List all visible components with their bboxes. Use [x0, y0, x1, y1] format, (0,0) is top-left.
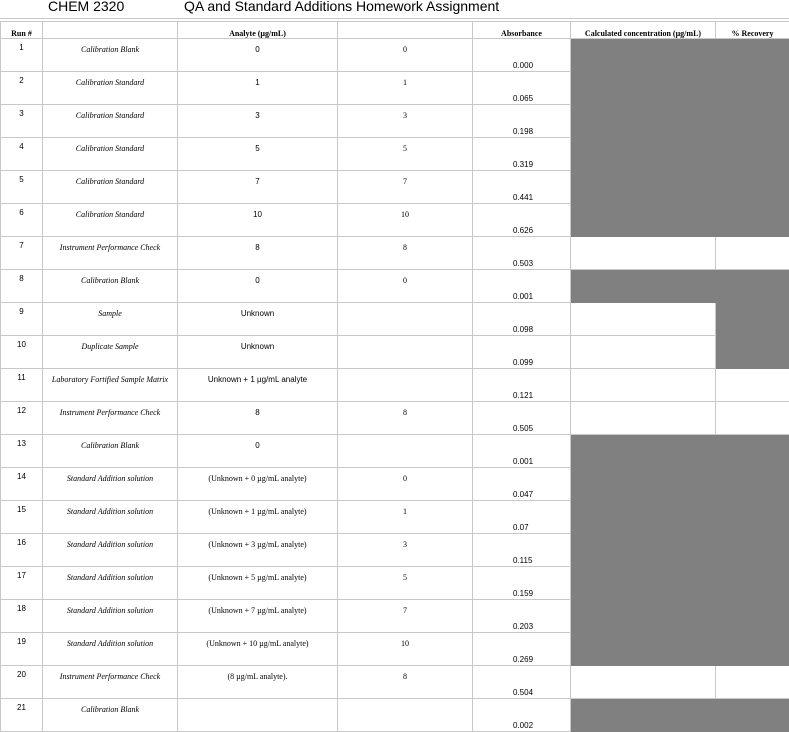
cell-calculated-concentration[interactable]	[571, 336, 716, 369]
cell-analyte[interactable]: (Unknown + 10 µg/mL analyte)	[178, 633, 338, 666]
cell-calculated-concentration[interactable]	[571, 435, 716, 468]
cell-sample-type[interactable]: Calibration Standard	[43, 105, 178, 138]
cell-analyte[interactable]: 8	[178, 402, 338, 435]
cell-analyte[interactable]: (Unknown + 1 µg/mL analyte)	[178, 501, 338, 534]
header-run[interactable]: Run #	[1, 22, 43, 39]
cell-concentration[interactable]: 0	[338, 468, 473, 501]
cell-calculated-concentration[interactable]	[571, 501, 716, 534]
cell-sample-type[interactable]: Laboratory Fortified Sample Matrix	[43, 369, 178, 402]
cell-calculated-concentration[interactable]	[571, 600, 716, 633]
header-recovery[interactable]: % Recovery	[716, 22, 789, 39]
cell-analyte[interactable]: (8 µg/mL analyte).	[178, 666, 338, 699]
cell-analyte[interactable]: (Unknown + 3 µg/mL analyte)	[178, 534, 338, 567]
cell-analyte[interactable]: 1	[178, 72, 338, 105]
cell-calculated-concentration[interactable]	[571, 72, 716, 105]
table-row	[1, 171, 789, 204]
course-title: CHEM 2320	[48, 0, 124, 14]
table-row	[1, 336, 789, 369]
cell-calculated-concentration[interactable]	[571, 468, 716, 501]
cell-run[interactable]: 4	[1, 138, 43, 171]
cell-run[interactable]: 20	[1, 666, 43, 699]
cell-concentration[interactable]: 0	[338, 39, 473, 72]
cell-concentration[interactable]: 7	[338, 600, 473, 633]
cell-calculated-concentration[interactable]	[571, 204, 716, 237]
table-row	[1, 303, 789, 336]
cell-analyte[interactable]: 7	[178, 171, 338, 204]
cell-run[interactable]: 5	[1, 171, 43, 204]
spreadsheet-grid	[0, 21, 789, 732]
cell-absorbance[interactable]: 0.065	[473, 72, 571, 105]
cell-run[interactable]: 1	[1, 39, 43, 72]
header-calculated-concentration[interactable]: Calculated concentration (µg/mL)	[571, 22, 716, 39]
cell-run[interactable]: 21	[1, 699, 43, 732]
cell-run[interactable]: 2	[1, 72, 43, 105]
cell-concentration[interactable]: 3	[338, 534, 473, 567]
cell-concentration[interactable]: 5	[338, 567, 473, 600]
cell-analyte[interactable]: 0	[178, 39, 338, 72]
cell-sample-type[interactable]: Calibration Blank	[43, 270, 178, 303]
cell-absorbance[interactable]: 0.505	[473, 402, 571, 435]
cell-sample-type[interactable]: Calibration Blank	[43, 699, 178, 732]
cell-run[interactable]: 17	[1, 567, 43, 600]
cell-sample-type[interactable]: Standard Addition solution	[43, 633, 178, 666]
cell-sample-type[interactable]: Calibration Blank	[43, 39, 178, 72]
cell-analyte[interactable]	[178, 699, 338, 732]
cell-run[interactable]: 10	[1, 336, 43, 369]
cell-concentration[interactable]: 8	[338, 402, 473, 435]
cell-concentration[interactable]: 1	[338, 501, 473, 534]
cell-recovery[interactable]	[716, 699, 789, 732]
cell-run[interactable]: 18	[1, 600, 43, 633]
cell-concentration[interactable]: 8	[338, 666, 473, 699]
table-row	[1, 237, 789, 270]
cell-recovery[interactable]	[716, 534, 789, 567]
table-row	[1, 600, 789, 633]
cell-concentration[interactable]: 10	[338, 633, 473, 666]
table-row	[1, 501, 789, 534]
table-row	[1, 633, 789, 666]
cell-sample-type[interactable]: Standard Addition solution	[43, 468, 178, 501]
header-row	[1, 22, 789, 39]
cell-absorbance[interactable]: 0.001	[473, 435, 571, 468]
cell-run[interactable]: 15	[1, 501, 43, 534]
table-row	[1, 534, 789, 567]
cell-concentration[interactable]: 5	[338, 138, 473, 171]
cell-analyte[interactable]: (Unknown + 7 µg/mL analyte)	[178, 600, 338, 633]
cell-run[interactable]: 3	[1, 105, 43, 138]
cell-recovery[interactable]	[716, 138, 789, 171]
cell-run[interactable]: 6	[1, 204, 43, 237]
cell-recovery[interactable]	[716, 72, 789, 105]
cell-calculated-concentration[interactable]	[571, 171, 716, 204]
cell-absorbance[interactable]: 0.002	[473, 699, 571, 732]
table-row	[1, 468, 789, 501]
cell-recovery[interactable]	[716, 105, 789, 138]
cell-sample-type[interactable]: Duplicate Sample	[43, 336, 178, 369]
cell-run[interactable]: 19	[1, 633, 43, 666]
table-row	[1, 567, 789, 600]
cell-calculated-concentration[interactable]	[571, 633, 716, 666]
cell-concentration[interactable]: 1	[338, 72, 473, 105]
cell-analyte[interactable]: 8	[178, 237, 338, 270]
cell-absorbance[interactable]: 0.441	[473, 171, 571, 204]
table-row	[1, 666, 789, 699]
cell-run[interactable]: 8	[1, 270, 43, 303]
cell-concentration[interactable]: 7	[338, 171, 473, 204]
table-row	[1, 435, 789, 468]
cell-run[interactable]: 7	[1, 237, 43, 270]
cell-concentration[interactable]: 8	[338, 237, 473, 270]
cell-calculated-concentration[interactable]	[571, 567, 716, 600]
cell-absorbance[interactable]: 0.319	[473, 138, 571, 171]
cell-sample-type[interactable]: Instrument Performance Check	[43, 666, 178, 699]
cell-sample-type[interactable]: Standard Addition solution	[43, 534, 178, 567]
cell-absorbance[interactable]: 0.099	[473, 336, 571, 369]
cell-sample-type[interactable]: Calibration Standard	[43, 171, 178, 204]
header-absorbance[interactable]: Absorbance	[473, 22, 571, 39]
table-row	[1, 138, 789, 171]
cell-analyte[interactable]: 10	[178, 204, 338, 237]
cell-concentration[interactable]	[338, 699, 473, 732]
cell-calculated-concentration[interactable]	[571, 105, 716, 138]
cell-recovery[interactable]	[716, 468, 789, 501]
table-row	[1, 402, 789, 435]
cell-absorbance[interactable]: 0.07	[473, 501, 571, 534]
cell-absorbance[interactable]: 0.203	[473, 600, 571, 633]
cell-concentration[interactable]	[338, 369, 473, 402]
table-row	[1, 699, 789, 732]
cell-run[interactable]: 12	[1, 402, 43, 435]
cell-recovery[interactable]	[716, 666, 789, 699]
cell-recovery[interactable]	[716, 336, 789, 369]
header-type[interactable]	[43, 22, 178, 39]
header-analyte[interactable]: Analyte (µg/mL)	[178, 22, 338, 39]
cell-absorbance[interactable]: 0.001	[473, 270, 571, 303]
cell-concentration[interactable]	[338, 336, 473, 369]
cell-recovery[interactable]	[716, 237, 789, 270]
cell-recovery[interactable]	[716, 171, 789, 204]
cell-analyte[interactable]: Unknown	[178, 303, 338, 336]
cell-concentration[interactable]: 3	[338, 105, 473, 138]
cell-recovery[interactable]	[716, 435, 789, 468]
header-concentration[interactable]	[338, 22, 473, 39]
cell-recovery[interactable]	[716, 402, 789, 435]
cell-sample-type[interactable]: Standard Addition solution	[43, 567, 178, 600]
cell-sample-type[interactable]: Sample	[43, 303, 178, 336]
table-row	[1, 105, 789, 138]
cell-recovery[interactable]	[716, 633, 789, 666]
cell-sample-type[interactable]: Calibration Standard	[43, 138, 178, 171]
cell-recovery[interactable]	[716, 204, 789, 237]
cell-sample-type[interactable]: Calibration Standard	[43, 204, 178, 237]
table-row	[1, 72, 789, 105]
cell-recovery[interactable]	[716, 501, 789, 534]
cell-absorbance[interactable]: 0.159	[473, 567, 571, 600]
cell-recovery[interactable]	[716, 270, 789, 303]
cell-calculated-concentration[interactable]	[571, 138, 716, 171]
cell-concentration[interactable]: 0	[338, 270, 473, 303]
cell-sample-type[interactable]: Instrument Performance Check	[43, 237, 178, 270]
cell-absorbance[interactable]: 0.504	[473, 666, 571, 699]
cell-analyte[interactable]: 0	[178, 435, 338, 468]
cell-concentration[interactable]	[338, 435, 473, 468]
cell-recovery[interactable]	[716, 567, 789, 600]
cell-calculated-concentration[interactable]	[571, 699, 716, 732]
cell-analyte[interactable]: 0	[178, 270, 338, 303]
cell-absorbance[interactable]: 0.047	[473, 468, 571, 501]
cell-run[interactable]: 16	[1, 534, 43, 567]
table-row	[1, 369, 789, 402]
cell-analyte[interactable]: 5	[178, 138, 338, 171]
cell-analyte[interactable]: (Unknown + 5 µg/mL analyte)	[178, 567, 338, 600]
title-row	[0, 0, 789, 19]
cell-calculated-concentration[interactable]	[571, 237, 716, 270]
table-row	[1, 204, 789, 237]
cell-absorbance[interactable]: 0.115	[473, 534, 571, 567]
cell-recovery[interactable]	[716, 369, 789, 402]
cell-absorbance[interactable]: 0.269	[473, 633, 571, 666]
cell-sample-type[interactable]: Instrument Performance Check	[43, 402, 178, 435]
cell-analyte[interactable]: Unknown	[178, 336, 338, 369]
cell-analyte[interactable]: 3	[178, 105, 338, 138]
cell-calculated-concentration[interactable]	[571, 402, 716, 435]
cell-sample-type[interactable]: Standard Addition solution	[43, 501, 178, 534]
cell-calculated-concentration[interactable]	[571, 270, 716, 303]
cell-run[interactable]: 14	[1, 468, 43, 501]
cell-concentration[interactable]	[338, 303, 473, 336]
cell-run[interactable]: 9	[1, 303, 43, 336]
cell-sample-type[interactable]: Calibration Blank	[43, 435, 178, 468]
cell-analyte[interactable]: Unknown + 1 µg/mL analyte	[178, 369, 338, 402]
table-row	[1, 39, 789, 72]
cell-recovery[interactable]	[716, 303, 789, 336]
cell-calculated-concentration[interactable]	[571, 39, 716, 72]
cell-recovery[interactable]	[716, 600, 789, 633]
table-row	[1, 270, 789, 303]
cell-analyte[interactable]: (Unknown + 0 µg/mL analyte)	[178, 468, 338, 501]
cell-sample-type[interactable]: Standard Addition solution	[43, 600, 178, 633]
cell-run[interactable]: 13	[1, 435, 43, 468]
cell-absorbance[interactable]: 0.503	[473, 237, 571, 270]
cell-recovery[interactable]	[716, 39, 789, 72]
cell-calculated-concentration[interactable]	[571, 666, 716, 699]
assignment-title: QA and Standard Additions Homework Assignment	[184, 0, 499, 14]
cell-absorbance[interactable]: 0.121	[473, 369, 571, 402]
cell-calculated-concentration[interactable]	[571, 369, 716, 402]
cell-concentration[interactable]: 10	[338, 204, 473, 237]
cell-absorbance[interactable]: 0.198	[473, 105, 571, 138]
cell-calculated-concentration[interactable]	[571, 303, 716, 336]
cell-run[interactable]: 11	[1, 369, 43, 402]
cell-calculated-concentration[interactable]	[571, 534, 716, 567]
cell-absorbance[interactable]: 0.098	[473, 303, 571, 336]
cell-sample-type[interactable]: Calibration Standard	[43, 72, 178, 105]
cell-absorbance[interactable]: 0.626	[473, 204, 571, 237]
cell-absorbance[interactable]: 0.000	[473, 39, 571, 72]
